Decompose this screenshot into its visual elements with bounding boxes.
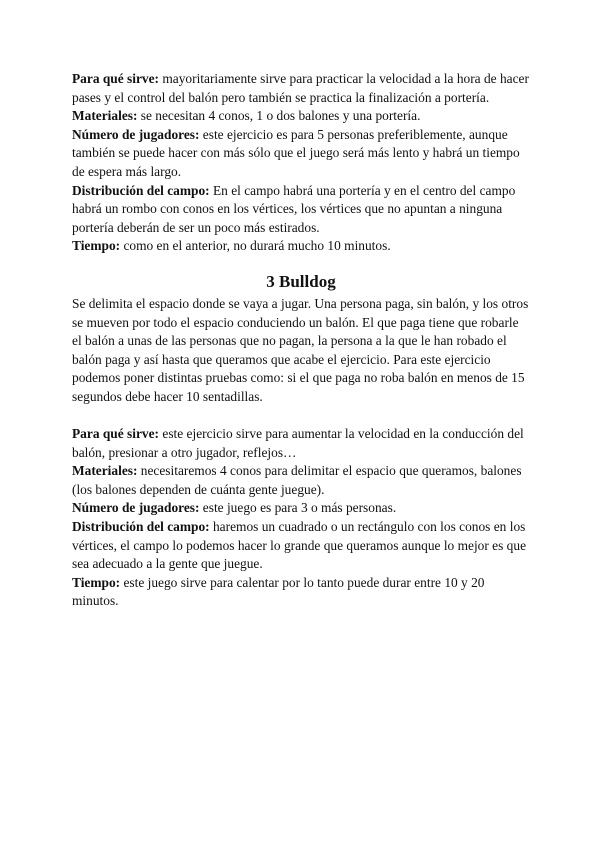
- prev-field-paragraph: [72, 182, 530, 238]
- bulldog-materials-text: necesitaremos 4 conos para delimitar el espacio que queramos, balones (los balones dependen de cuánta gente juegue).: [72, 463, 522, 497]
- paragraph-spacer: [72, 407, 530, 426]
- prev-players-paragraph: [72, 126, 530, 182]
- prev-players-label: Número de jugadores:: [72, 126, 200, 142]
- bulldog-time-paragraph: [72, 574, 530, 611]
- bulldog-purpose-label: Para qué sirve:: [72, 426, 160, 442]
- bulldog-purpose-text: este ejercicio sirve para aumentar la velocidad en la conducción del balón, presionar a otro jugador, reflejos…: [72, 426, 524, 460]
- bulldog-materials-label: Materiales:: [72, 463, 138, 479]
- prev-purpose-paragraph: [72, 70, 530, 107]
- bulldog-players-label: Número de jugadores:: [72, 500, 200, 516]
- bulldog-field-label: Distribución del campo:: [72, 519, 210, 535]
- prev-materials-label: Materiales:: [72, 108, 138, 124]
- prev-time-paragraph: [72, 237, 530, 256]
- prev-players-text: este ejercicio es para 5 personas preferiblemente, aunque también se puede hacer con más sólo que el juego será más lento y habrá un tiempo de espera más largo.: [72, 126, 520, 179]
- bulldog-field-text: haremos un cuadrado o un rectángulo con los conos en los vértices, el campo lo podemos hacer lo grande que queramos aunque lo mejor es que sea adecuado a la gente que juegue.: [72, 519, 527, 572]
- bulldog-materials-paragraph: [72, 462, 530, 499]
- prev-field-label: Distribución del campo:: [72, 182, 210, 198]
- prev-purpose-text: mayoritariamente sirve para practicar la velocidad a la hora de hacer pases y el control del balón pero también se practica la finalización a portería.: [72, 71, 529, 105]
- prev-time-text: como en el anterior, no durará mucho 10 minutos.: [120, 238, 391, 254]
- bulldog-players-paragraph: [72, 499, 530, 518]
- bulldog-purpose-paragraph: [72, 425, 530, 462]
- prev-materials-paragraph: [72, 107, 530, 126]
- prev-purpose-label: Para qué sirve:: [72, 71, 160, 86]
- bulldog-players-text: este juego es para 3 o más personas.: [199, 500, 397, 516]
- document-page: [72, 70, 530, 611]
- bulldog-field-paragraph: [72, 518, 530, 574]
- bulldog-time-text: este juego sirve para calentar por lo tanto puede durar entre 10 y 20 minutos.: [72, 574, 485, 609]
- bulldog-time-label: Tiempo:: [72, 574, 121, 590]
- prev-field-text: En el campo habrá una portería y en el centro del campo habrá un rombo con conos en los vértices, los vértices que no apuntan a ninguna portería deberán de ser un poco más estirados.: [72, 182, 516, 235]
- bulldog-description: Se delimita el espacio donde se vaya a jugar. Una persona paga, sin balón, y los otros se mueven por todo el espacio conduciendo un balón. El que paga tiene que robarle el balón a unas de las personas que no pagan, la persona a la que le han robado el balón paga y así hasta que queramos que acabe el ejercicio. Para este ejercicio podemos poner distintas pruebas como: si el que paga no roba balón en menos de 15 segundos debe hacer 10 sentadillas.: [72, 295, 529, 404]
- prev-materials-text: se necesitan 4 conos, 1 o dos balones y una portería.: [137, 108, 421, 124]
- section-heading-bulldog: 3 Bulldog: [266, 271, 336, 291]
- prev-time-label: Tiempo:: [72, 238, 121, 254]
